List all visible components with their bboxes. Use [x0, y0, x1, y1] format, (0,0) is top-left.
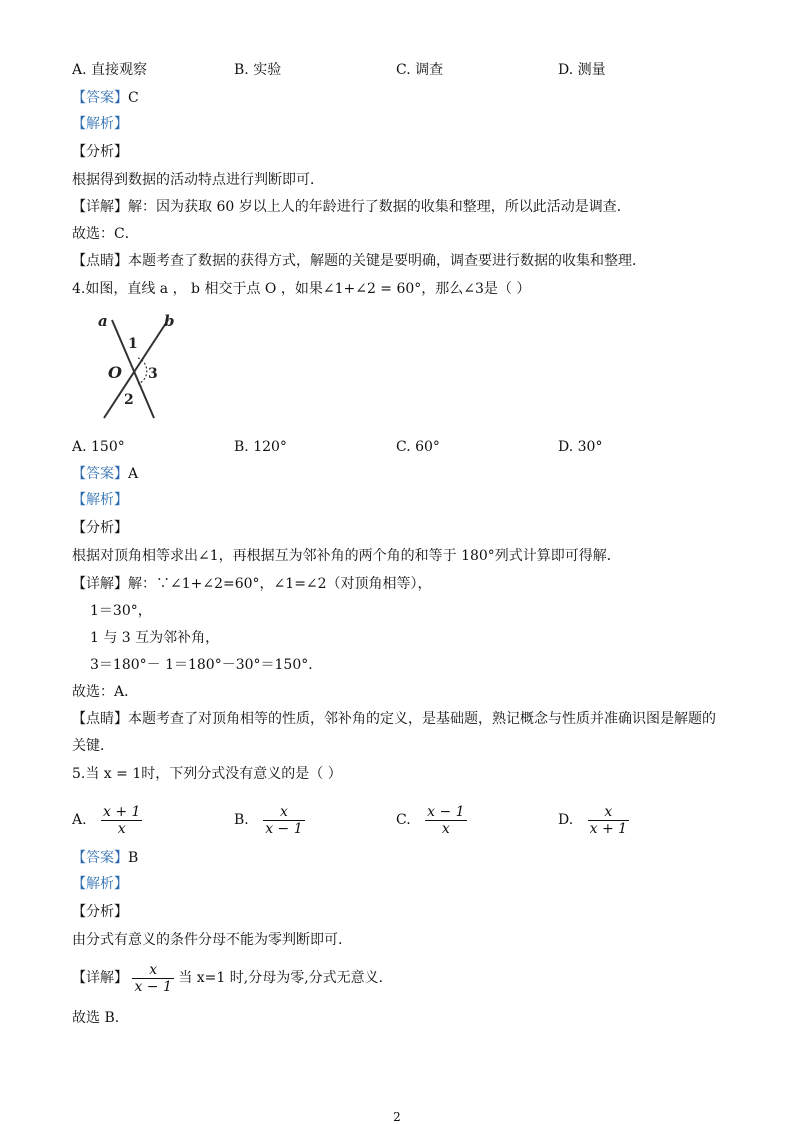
q5-option-c-fraction	[425, 804, 466, 837]
jiexi-tag: 【解析】	[72, 876, 128, 892]
q3-options	[72, 58, 732, 82]
q4-xiangjie: 解：∵∠1+∠2=60°，∠1=∠2（对顶角相等），	[128, 576, 432, 592]
dianjing-tag: 【点睛】	[72, 253, 128, 269]
q4-dianjing-cont: 关键．	[72, 738, 114, 754]
q3-answer-line	[72, 88, 139, 108]
q5-xiangjie-line	[72, 956, 383, 1000]
jiexi-tag: 【解析】	[72, 492, 128, 508]
q3-dianjing: 本题考查了数据的获得方式，解题的关键是要明确，调查要进行数据的收集和整理．	[128, 253, 646, 269]
q3-dianjing-line	[72, 251, 646, 271]
xiangjie-tag: 【详解】	[72, 199, 128, 215]
q3-fenxi-tag: 【分析】	[72, 144, 128, 160]
denominator: x − 1	[265, 820, 303, 837]
q4-stem: 4.如图，直线 a ， b 相交于点 O ，如果∠1+∠2 = 60°，那么∠3是（ ）	[72, 281, 531, 297]
answer-tag: 【答案】	[72, 466, 128, 482]
q5-jiexi-line	[72, 874, 128, 894]
q3-option-c: C. 调查	[396, 62, 444, 78]
q4-step2: 1 与 3 互为邻补角，	[90, 630, 220, 646]
denominator: x − 1	[134, 978, 172, 995]
numerator: x	[263, 804, 304, 821]
label-angle1: 1	[128, 336, 138, 352]
q4-answer: A	[128, 466, 139, 482]
q3-guxuan: 故选：C．	[72, 226, 139, 242]
q3-option-d: D. 测量	[558, 62, 606, 78]
q4-guxuan: 故选：A．	[72, 684, 139, 700]
dianjing-tag: 【点睛】	[72, 711, 128, 727]
angle3-arc	[138, 358, 147, 384]
q3-xiangjie: 解：因为获取 60 岁以上人的年龄进行了数据的收集和整理，所以此活动是调查．	[128, 199, 631, 215]
q4-figure-intersecting-lines	[96, 314, 186, 424]
intersecting-lines-diagram	[96, 314, 186, 424]
denominator: x	[441, 820, 450, 837]
label-point-o: O	[108, 363, 122, 382]
label-b: b	[164, 314, 175, 330]
q4-dianjing: 本题考查了对顶角相等的性质，邻补角的定义，是基础题，熟记概念与性质并准确识图是解题的	[128, 711, 716, 727]
answer-tag: 【答案】	[72, 850, 128, 866]
denominator: x	[117, 820, 126, 837]
q3-jiexi-line	[72, 114, 128, 134]
q5-option-a	[72, 798, 142, 842]
q4-option-a: A. 150°	[72, 439, 125, 455]
q4-option-c: C. 60°	[396, 439, 440, 455]
q5-fenxi: 由分式有意义的条件分母不能为零判断即可.	[72, 932, 343, 948]
xiangjie-tag: 【详解】	[72, 576, 128, 592]
q4-dianjing-line	[72, 709, 716, 729]
numerator: x	[132, 962, 173, 979]
q5-option-d	[558, 798, 629, 842]
q4-xiangjie-line	[72, 574, 432, 594]
denominator: x + 1	[589, 820, 628, 837]
q4-step1: 1＝30°，	[90, 603, 152, 619]
q5-option-d-label: D.	[558, 812, 574, 828]
q5-option-b	[234, 798, 305, 842]
q3-option-b: B. 实验	[234, 62, 282, 78]
q5-option-a-fraction	[101, 804, 142, 837]
q3-answer: C	[128, 90, 139, 106]
q5-stem: 5.当 x = 1时，下列分式没有意义的是（ ）	[72, 766, 342, 782]
jiexi-tag: 【解析】	[72, 116, 128, 132]
numerator: x	[588, 804, 629, 821]
q4-step3: 3＝180°－ 1＝180°－30°＝150°．	[90, 657, 323, 673]
xiangjie-tag: 【详解】	[72, 970, 128, 986]
q4-fenxi: 根据对顶角相等求出∠1，再根据互为邻补角的两个角的和等于 180°列式计算即可得解．	[72, 548, 621, 564]
q5-fenxi-tag: 【分析】	[72, 904, 128, 920]
q4-option-b: B. 120°	[234, 439, 287, 455]
q4-answer-line	[72, 464, 138, 484]
q5-option-b-label: B.	[234, 812, 249, 828]
q3-option-a: A. 直接观察	[72, 62, 148, 78]
q4-option-d: D. 30°	[558, 439, 603, 455]
q4-options	[72, 435, 732, 459]
page-number: 2	[393, 1110, 401, 1124]
q5-option-a-label: A.	[72, 812, 87, 828]
q3-xiangjie-line	[72, 197, 631, 217]
q5-answer: B	[128, 850, 139, 866]
q5-answer-line	[72, 848, 138, 868]
label-a: a	[98, 314, 108, 330]
q4-fenxi-tag: 【分析】	[72, 520, 128, 536]
q5-option-c-label: C.	[396, 812, 411, 828]
q5-options	[72, 798, 732, 842]
q3-fenxi: 根据得到数据的活动特点进行判断即可．	[72, 172, 324, 188]
label-angle2: 2	[124, 392, 134, 408]
q5-option-d-fraction	[588, 804, 629, 837]
q4-jiexi-line	[72, 490, 128, 510]
label-angle3: 3	[148, 366, 158, 382]
q5-xiangjie: 当 x=1 时,分母为零,分式无意义.	[173, 970, 384, 986]
answer-tag: 【答案】	[72, 90, 128, 106]
q5-xiangjie-fraction	[132, 962, 173, 995]
q5-guxuan: 故选 B.	[72, 1010, 120, 1026]
numerator: x − 1	[427, 803, 465, 820]
q5-option-b-fraction	[263, 804, 304, 837]
q5-option-c	[396, 798, 467, 842]
numerator: x + 1	[103, 803, 141, 820]
